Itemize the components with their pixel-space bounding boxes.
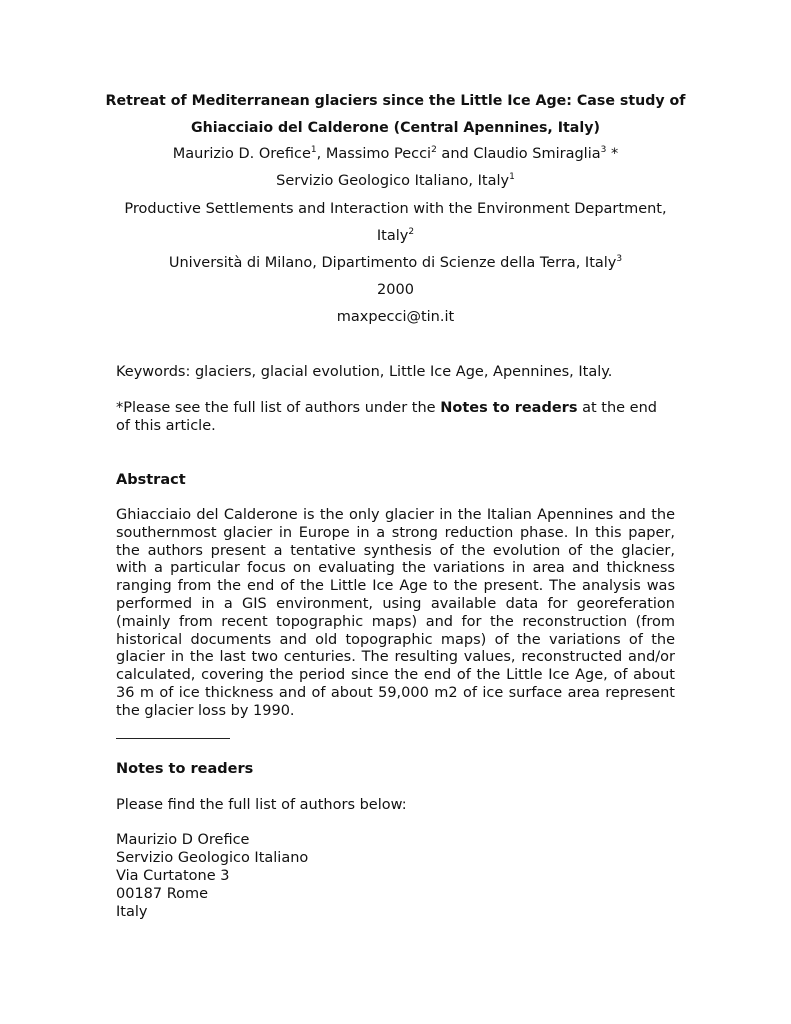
notes-intro: Please find the full list of authors below:	[116, 797, 407, 813]
author-1-affil-mark: 1	[310, 145, 317, 155]
publication-year: 2000	[377, 282, 414, 298]
footnote-divider	[116, 738, 230, 739]
affiliation-1-mark: 1	[509, 172, 515, 182]
corresponding-author-mark: *	[606, 146, 619, 162]
address-line: Via Curtatone 3	[116, 868, 230, 884]
abstract-heading: Abstract	[116, 472, 186, 488]
author-note-prefix: *Please see the full list of authors under the	[116, 400, 441, 416]
author-2: Massimo Pecci	[325, 146, 432, 162]
author-note	[116, 399, 675, 435]
contact-email[interactable]: maxpecci@tin.it	[336, 309, 455, 325]
affiliation-1-text: Servizio Geologico Italiano, Italy	[276, 173, 510, 189]
author-3-affil-mark: 3	[600, 145, 607, 155]
author-separator: and	[436, 146, 474, 162]
address-line: Italy	[116, 904, 148, 920]
notes-to-readers-heading: Notes to readers	[116, 761, 254, 777]
keywords: Keywords: glaciers, glacial evolution, Little Ice Age, Apennines, Italy.	[116, 364, 613, 380]
author-1: Maurizio D. Orefice	[172, 146, 311, 162]
address-line: Maurizio D Orefice	[116, 832, 250, 848]
affiliation-2-mark: 2	[408, 227, 415, 237]
author-address	[116, 831, 675, 921]
author-list	[96, 146, 695, 162]
paper-title-line-2: Ghiacciaio del Calderone (Central Apennines, Italy)	[191, 120, 600, 136]
author-3: Claudio Smiraglia	[473, 146, 601, 162]
affiliation-1	[96, 173, 695, 189]
author-note-link: Notes to readers	[440, 400, 578, 416]
author-separator: ,	[316, 146, 326, 162]
affiliation-2-text: Italy	[376, 228, 409, 244]
affiliation-3-text: Università di Milano, Dipartimento di Scienze della Terra, Italy	[168, 255, 617, 271]
affiliation-2-line-2	[96, 228, 695, 244]
affiliation-3	[96, 255, 695, 271]
address-line: Servizio Geologico Italiano	[116, 850, 309, 866]
author-note-suffix: at the end of this article.	[116, 400, 657, 434]
address-line: 00187 Rome	[116, 886, 209, 902]
abstract-text: Ghiacciaio del Calderone is the only glacier in the Italian Apennines and the southernmost glacier in Europe in a strong reduction phase. In this paper, the authors present a tentative synthesis of the evolution of the glacier, with a particular focus on evaluating the variations in area and thickness ranging from the end of the Little Ice Age to the present. The analysis was performed in a GIS environment, using available data for georeferation (mainly from recent topographic maps) and for the reconstruction (from historical documents and old topographic maps) of the variations of the glacier in the last two centuries. The resulting values, reconstructed and/or calculated, covering the period since the end of the Little Ice Age, of about 36 m of ice thickness and of about 59,000 m2 of ice surface area represent the glacier loss by 1990.	[116, 507, 675, 719]
author-2-affil-mark: 2	[431, 145, 437, 155]
affiliation-2-line-1: Productive Settlements and Interaction with the Environment Department,	[124, 201, 667, 217]
affiliation-3-mark: 3	[616, 254, 623, 264]
paper-title-line-1: Retreat of Mediterranean glaciers since the Little Ice Age: Case study of	[105, 93, 686, 109]
